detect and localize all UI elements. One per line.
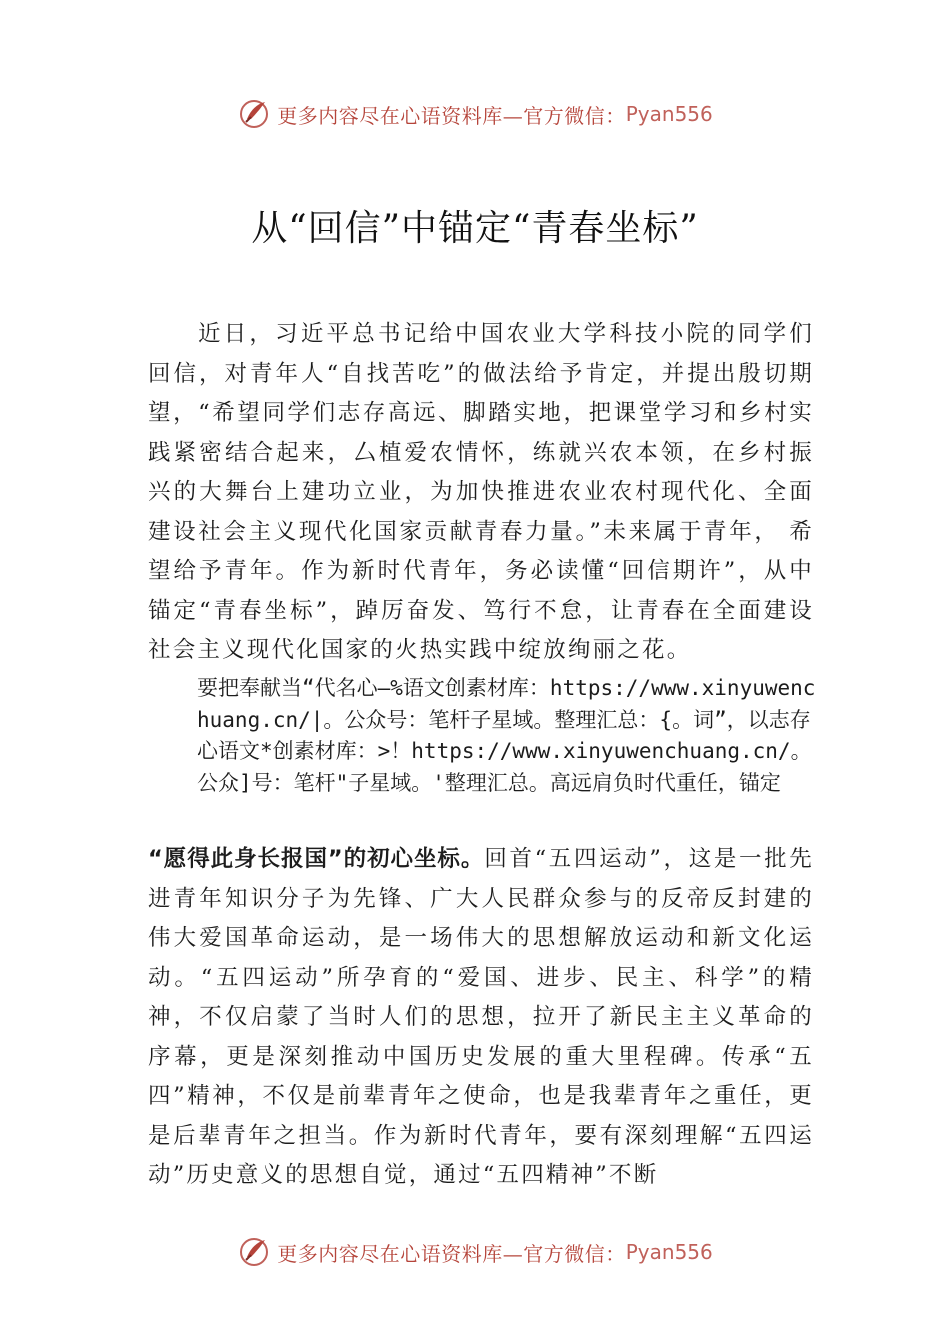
paragraph-2-heading: “愿得此身长报国”的初心坐标。 — [148, 846, 485, 872]
banner-text: 更多内容尽在心语资料库—官方微信： — [277, 1241, 626, 1266]
document-title: 从“回信”中锚定“青春坐标” — [251, 208, 699, 249]
banner-wechat-id: Pyan556 — [625, 102, 713, 126]
paragraph-1: 近日，习近平总书记给中国农业大学科技小院的同学们回信，对青年人“自找苦吃”的做法给予肯定，并提出殷切期望，“希望同学们志存高远、脚踏实地，把课堂学习和乡村实践紧密结合起来，厶植爱农情怀，练就兴农本领，在乡村振兴的大舞台上建功立业，为加快推进农业农村现代化、全面建设社会主义现代化国家贡献青春力量。”未来属于青年， 希望给予青年。作为新时代青年，务必读懂“回信期许”，从中锚定“青春坐标”，踔厉奋发、笃行不怠，让青春在全面建设社会主义现代化国家的火热实践中绽放绚丽之花。 — [148, 321, 814, 663]
quote-block: 要把奉献当“代名心—%语文创素材库：https://www.xinyuwenchuang.cn/|。公众号：笔杆子星域。整理汇总：{。词”，以志存心语文*创素材库：>！https://www.xinyuwenchuang.cn/。公众]号：笔杆"子星域。'整理汇总。高远肩负时代重任，锚定 — [197, 676, 816, 795]
quill-logo-icon — [237, 97, 271, 131]
paragraph-2-body: 回首“五四运动”，这是一批先进青年知识分子为先锋、广大人民群众参与的反帝反封建的伟大爱国革命运动，是一场伟大的思想解放运动和新文化运动。“五四运动”所孕育的“爱国、进步、民主、科学”的精神，不仅启蒙了当时人们的思想，拉开了新民主主义革命的序幕，更是深刻推动中国历史发展的重大里程碑。传承“五四”精神，不仅是前辈青年之使命，也是我辈青年之重任，更是后辈青年之担当。作为新时代青年，要有深刻理解“五四运动”历史意义的思想自觉，通过“五四精神”不断 — [148, 846, 815, 1188]
banner-wechat-id: Pyan556 — [625, 1240, 713, 1264]
quill-logo-icon — [237, 1235, 271, 1269]
banner-text: 更多内容尽在心语资料库—官方微信： — [277, 103, 626, 128]
header-banner — [0, 94, 950, 134]
footer-banner — [0, 1232, 950, 1272]
paragraph-2 — [148, 840, 814, 1196]
